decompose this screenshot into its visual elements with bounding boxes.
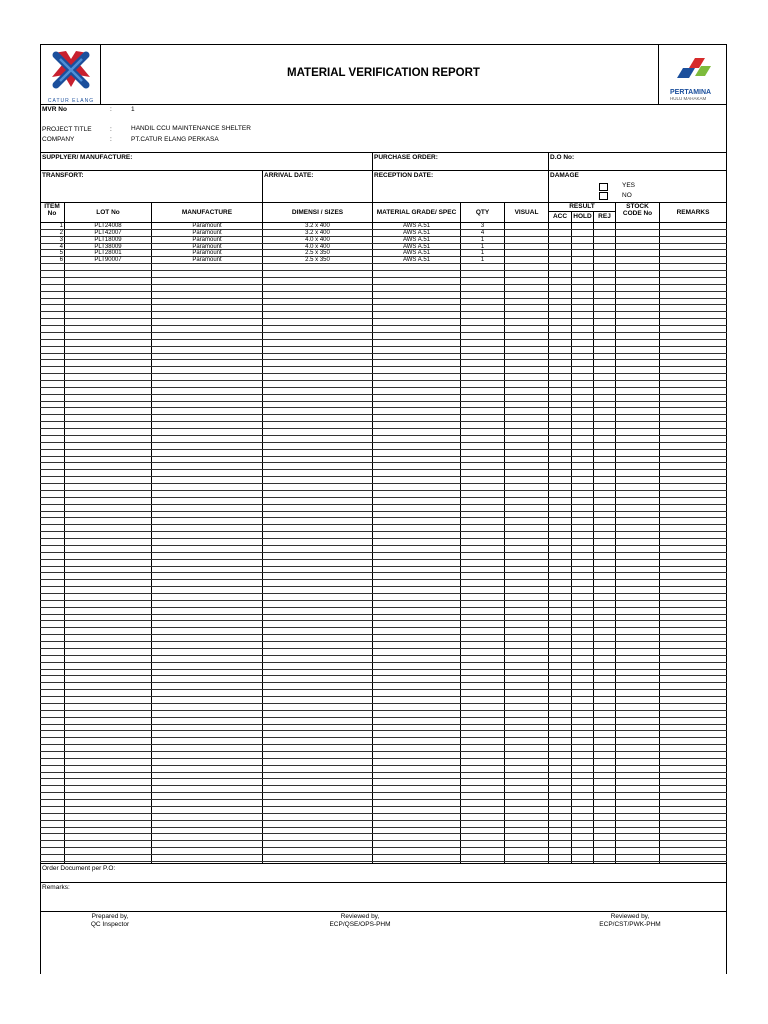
damage-no-checkbox[interactable] — [599, 192, 608, 200]
cell-manufacture: Paramount — [192, 257, 222, 264]
cell-grade: AWS A.51 — [402, 223, 431, 229]
table-row-line — [40, 401, 727, 402]
table-row-line — [40, 387, 727, 388]
table-row-line — [40, 847, 727, 848]
table-row-line — [40, 566, 727, 567]
table-row-line — [40, 325, 727, 326]
cell-qty: 1 — [480, 250, 485, 257]
table-row-line — [40, 380, 727, 381]
table-row-line — [40, 538, 727, 539]
col-header-qty: QTY — [475, 209, 490, 216]
cell-grade: AWS A.51 — [402, 243, 431, 250]
supplier-label: SUPPLYER/ MANUFACTURE: — [42, 154, 133, 161]
table-row-line — [40, 497, 727, 498]
form-border-right — [726, 44, 727, 974]
mvr-colon: : — [110, 106, 112, 113]
table-row-line — [40, 517, 727, 518]
table-row-line — [40, 552, 727, 553]
cell-dimensi: 2.5 x 350 — [305, 257, 330, 264]
cell-dimensi: 3.2 x 400 — [305, 223, 330, 229]
purchase-order-label: PURCHASE ORDER: — [374, 154, 438, 161]
project-label: PROJECT TITLE — [42, 126, 92, 133]
table-row-line — [40, 318, 727, 319]
table-row-line — [40, 414, 727, 415]
table-row-line — [40, 366, 727, 367]
table-row-line — [40, 724, 727, 725]
table-column-divider — [64, 202, 65, 863]
table-row-line — [40, 833, 727, 834]
table-row-line — [40, 353, 727, 354]
table-column-divider — [659, 202, 660, 863]
table-row-line — [40, 394, 727, 395]
table-row-line — [40, 799, 727, 800]
table-row-line — [40, 689, 727, 690]
header-bottom-line — [40, 104, 727, 105]
reviewed-by-qse-role: ECP/QSE/OPS-PHM — [329, 920, 391, 928]
reception-divider — [372, 170, 373, 202]
cell-qty: 1 — [480, 243, 485, 250]
table-row-line — [40, 449, 727, 450]
table-row-line — [40, 785, 727, 786]
col-header-lot: LOT No — [96, 209, 120, 216]
col-header-grade: MATERIAL GRADE/ SPEC — [376, 209, 457, 216]
form-border-left — [40, 44, 41, 974]
cell-dimensi: 2.5 x 350 — [305, 250, 330, 257]
company-label: COMPANY — [42, 136, 75, 143]
damage-divider — [548, 170, 549, 202]
table-row-line — [40, 758, 727, 759]
mvr-value: 1 — [131, 106, 135, 113]
table-row-line — [40, 744, 727, 745]
table-column-divider — [460, 202, 461, 863]
col-header-hold: HOLD — [573, 213, 592, 220]
cell-lot: PLT28001 — [94, 250, 122, 257]
table-row-line — [40, 462, 727, 463]
cell-item: 2 — [59, 229, 63, 236]
table-row-line — [40, 641, 727, 642]
table-row-line — [40, 270, 727, 271]
table-row-line — [40, 655, 727, 656]
reviewed-by-cst-block — [580, 913, 680, 929]
cell-grade: AWS A.51 — [402, 229, 431, 236]
project-colon: : — [110, 126, 112, 133]
table-row-line — [40, 703, 727, 704]
order-document-label: Order Document per P.O: — [42, 865, 116, 872]
table-row-line — [40, 284, 727, 285]
col-header-manufacture: MANUFACTURE — [181, 209, 233, 216]
table-row-line — [40, 648, 727, 649]
table-row-line — [40, 607, 727, 608]
table-row-line — [40, 627, 727, 628]
company-colon: : — [110, 136, 112, 143]
table-row-line — [40, 820, 727, 821]
table-row-line — [40, 675, 727, 676]
table-row-line — [40, 359, 727, 360]
col-header-rej: REJ — [598, 213, 611, 220]
table-column-divider — [151, 202, 152, 863]
table-row-line — [40, 772, 727, 773]
cell-item: 1 — [59, 223, 63, 229]
table-row-line — [40, 435, 727, 436]
table-row-line — [40, 373, 727, 374]
table-row-line — [40, 614, 727, 615]
table-row-line — [40, 545, 727, 546]
transport-row-top — [40, 170, 727, 171]
table-row-line — [40, 428, 727, 429]
cell-grade: AWS A.51 — [402, 250, 431, 257]
cell-manufacture: Paramount — [192, 229, 222, 236]
table-row-line — [40, 579, 727, 580]
pertamina-logo-sub: HULU MAHAKAM — [670, 96, 707, 101]
cell-manufacture: Paramount — [192, 223, 222, 229]
table-column-divider — [504, 202, 505, 863]
table-row-line — [40, 277, 727, 278]
table-row-line — [40, 559, 727, 560]
order-doc-top — [40, 863, 727, 864]
cell-qty: 1 — [480, 236, 485, 243]
table-row-line — [40, 600, 727, 601]
table-row-line — [40, 730, 727, 731]
table-row-line — [40, 332, 727, 333]
table-row-line — [40, 669, 727, 670]
do-label: D.O No: — [550, 154, 575, 161]
prepared-by-label: Prepared by, — [91, 913, 129, 920]
reception-date-label: RECEPTION DATE: — [374, 172, 434, 179]
table-row-line — [40, 682, 727, 683]
table-row-line — [40, 311, 727, 312]
table-row-line — [40, 469, 727, 470]
cell-manufacture: Paramount — [192, 236, 222, 243]
cell-item: 5 — [59, 250, 63, 257]
damage-yes-checkbox[interactable] — [599, 183, 608, 191]
cell-lot: PLT18009 — [94, 236, 122, 243]
pertamina-logo-name: PERTAMINA — [670, 89, 712, 96]
table-row-line — [40, 717, 727, 718]
reviewed-by-cst-role: ECP/CST/PWK-PHM — [599, 920, 661, 928]
table-row-line — [40, 737, 727, 738]
table-row-line — [40, 339, 727, 340]
cell-lot: PLT24008 — [94, 223, 122, 229]
table-row-line — [40, 524, 727, 525]
catur-elang-logo — [46, 47, 96, 104]
table-row-line — [40, 813, 727, 814]
table-row-line — [40, 407, 727, 408]
table-row-line — [40, 806, 727, 807]
reviewed-by-qse-label: Reviewed by, — [340, 913, 380, 920]
arrival-date-label: ARRIVAL DATE: — [264, 172, 314, 179]
table-row-line — [40, 586, 727, 587]
arrival-divider — [262, 170, 263, 202]
col-header-dimensi: DIMENSI / SIZES — [291, 209, 344, 216]
table-row-line — [40, 710, 727, 711]
prepared-by-role: QC Inspector — [90, 920, 130, 928]
table-row-line — [40, 778, 727, 779]
reviewed-by-cst-label: Reviewed by, — [610, 913, 650, 920]
reviewed-by-qse-block — [310, 913, 410, 929]
table-row-line — [40, 476, 727, 477]
table-row-line — [40, 304, 727, 305]
damage-no-label: NO — [622, 192, 632, 199]
table-row-line — [40, 572, 727, 573]
page-title: MATERIAL VERIFICATION REPORT — [287, 67, 480, 79]
cell-dimensi: 3.2 x 400 — [305, 229, 330, 236]
col-header-stock: STOCK CODE No — [622, 203, 653, 218]
cell-lot: PLT42007 — [94, 229, 122, 236]
table-row-line — [40, 861, 727, 862]
table-row-line — [40, 511, 727, 512]
col-header-item: ITEM No — [44, 203, 60, 218]
mvr-label: MVR No — [42, 106, 67, 113]
table-row-line — [40, 620, 727, 621]
col-header-result: RESULT — [569, 203, 595, 210]
cell-lot: PLT90007 — [94, 257, 122, 264]
cell-qty: 1 — [480, 257, 485, 264]
cell-qty: 3 — [480, 223, 485, 229]
pertamina-logo — [670, 56, 722, 100]
col-header-remarks: REMARKS — [676, 209, 710, 216]
po-divider — [372, 152, 373, 170]
remarks-label: Remarks: — [42, 884, 70, 891]
cell-grade: AWS A.51 — [402, 236, 431, 243]
table-row-line — [40, 483, 727, 484]
table-row-line — [40, 662, 727, 663]
table-column-divider — [372, 202, 373, 863]
supplier-row-top — [40, 152, 727, 153]
table-row-line — [40, 456, 727, 457]
table-row-line — [40, 346, 727, 347]
table-row-line — [40, 792, 727, 793]
transport-label: TRANSFORT: — [42, 172, 84, 179]
do-divider — [548, 152, 549, 170]
result-sub-line — [549, 211, 615, 212]
signature-top — [40, 911, 727, 912]
table-column-divider — [615, 202, 616, 863]
cell-dimensi: 4.0 x 400 — [305, 243, 330, 250]
cell-grade: AWS A.51 — [402, 257, 431, 264]
damage-yes-label: YES — [622, 182, 636, 189]
remarks-top — [40, 882, 727, 883]
table-row-line — [40, 442, 727, 443]
col-header-visual: VISUAL — [514, 209, 539, 216]
cell-dimensi: 4.0 x 400 — [305, 236, 330, 243]
table-row-line — [40, 840, 727, 841]
form-border-top — [40, 44, 727, 45]
table-row-line — [40, 765, 727, 766]
cell-item: 4 — [59, 243, 63, 250]
col-header-acc: ACC — [552, 213, 568, 220]
table-column-divider — [548, 202, 549, 863]
company-value: PT.CATUR ELANG PERKASA — [131, 136, 219, 143]
damage-label: DAMAGE — [550, 172, 579, 179]
table-row-line — [40, 504, 727, 505]
cell-manufacture: Paramount — [192, 250, 222, 257]
cell-item: 3 — [59, 236, 63, 243]
table-row-line — [40, 634, 727, 635]
cell-item: 6 — [59, 257, 63, 264]
table-row-line — [40, 291, 727, 292]
table-row-line — [40, 827, 727, 828]
cell-lot: PLT38009 — [94, 243, 122, 250]
table-row-line — [40, 854, 727, 855]
table-row-line — [40, 751, 727, 752]
table-row-line — [40, 421, 727, 422]
table-row-line — [40, 490, 727, 491]
table-row-line — [40, 298, 727, 299]
prepared-by-block — [60, 913, 160, 929]
project-value: HANDIL CCU MAINTENANCE SHELTER — [131, 125, 251, 132]
catur-elang-logo-text: CATUR ELANG — [47, 98, 95, 104]
table-row-line — [40, 593, 727, 594]
table-column-divider — [262, 202, 263, 863]
table-row-line — [40, 696, 727, 697]
cell-manufacture: Paramount — [192, 243, 222, 250]
cell-qty: 4 — [480, 229, 485, 236]
table-row-line — [40, 531, 727, 532]
